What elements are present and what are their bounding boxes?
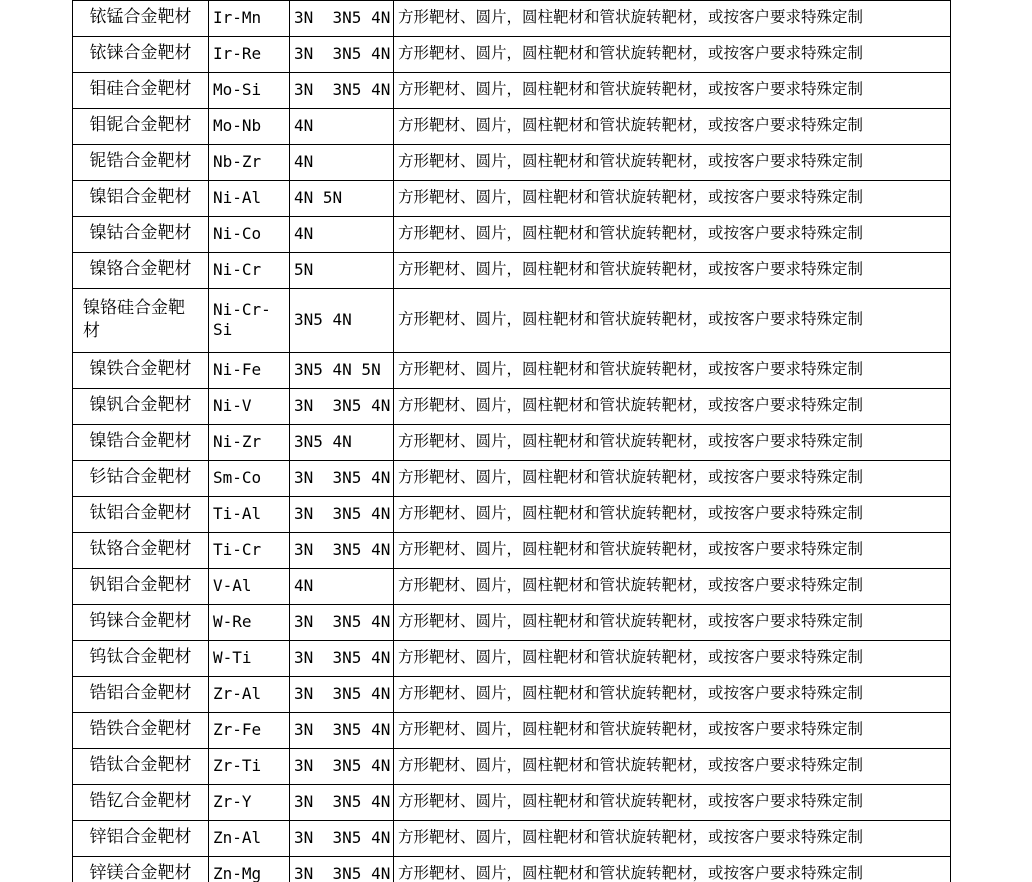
cell-material-name: 锆铝合金靶材 — [73, 677, 209, 713]
table-row — [73, 217, 951, 253]
table-row — [73, 857, 951, 882]
cell-material-name: 铱锰合金靶材 — [73, 1, 209, 37]
table-row — [73, 73, 951, 109]
cell-purity: 4N — [290, 217, 394, 253]
cell-purity: 3N 3N5 4N — [290, 785, 394, 821]
table-row — [73, 641, 951, 677]
table-row — [73, 461, 951, 497]
cell-material-name: 钼铌合金靶材 — [73, 109, 209, 145]
cell-specification: 方形靶材、圆片，圆柱靶材和管状旋转靶材，或按客户要求特殊定制 — [394, 109, 951, 145]
cell-specification: 方形靶材、圆片，圆柱靶材和管状旋转靶材，或按客户要求特殊定制 — [394, 857, 951, 882]
cell-purity: 3N 3N5 4N — [290, 821, 394, 857]
cell-specification: 方形靶材、圆片，圆柱靶材和管状旋转靶材，或按客户要求特殊定制 — [394, 461, 951, 497]
cell-chemical-formula: Zr-Al — [209, 677, 290, 713]
cell-specification: 方形靶材、圆片，圆柱靶材和管状旋转靶材，或按客户要求特殊定制 — [394, 785, 951, 821]
cell-purity: 3N 3N5 4N — [290, 461, 394, 497]
table-row — [73, 605, 951, 641]
cell-specification: 方形靶材、圆片，圆柱靶材和管状旋转靶材，或按客户要求特殊定制 — [394, 821, 951, 857]
table-row — [73, 353, 951, 389]
cell-purity: 4N 5N — [290, 181, 394, 217]
table-row — [73, 785, 951, 821]
table-row — [73, 821, 951, 857]
cell-purity: 4N — [290, 569, 394, 605]
cell-purity: 4N — [290, 109, 394, 145]
cell-specification: 方形靶材、圆片，圆柱靶材和管状旋转靶材，或按客户要求特殊定制 — [394, 1, 951, 37]
cell-specification: 方形靶材、圆片，圆柱靶材和管状旋转靶材，或按客户要求特殊定制 — [394, 253, 951, 289]
cell-material-name: 钛铝合金靶材 — [73, 497, 209, 533]
cell-material-name: 钛铬合金靶材 — [73, 533, 209, 569]
cell-specification: 方形靶材、圆片，圆柱靶材和管状旋转靶材，或按客户要求特殊定制 — [394, 749, 951, 785]
cell-chemical-formula: Ni-Al — [209, 181, 290, 217]
cell-purity: 3N5 4N 5N — [290, 353, 394, 389]
cell-specification: 方形靶材、圆片，圆柱靶材和管状旋转靶材，或按客户要求特殊定制 — [394, 641, 951, 677]
table-row — [73, 1, 951, 37]
cell-material-name: 锆钇合金靶材 — [73, 785, 209, 821]
table-row — [73, 497, 951, 533]
cell-chemical-formula: Ni-Co — [209, 217, 290, 253]
cell-specification: 方形靶材、圆片，圆柱靶材和管状旋转靶材，或按客户要求特殊定制 — [394, 569, 951, 605]
cell-material-name: 锆钛合金靶材 — [73, 749, 209, 785]
table-row — [73, 181, 951, 217]
cell-specification: 方形靶材、圆片，圆柱靶材和管状旋转靶材，或按客户要求特殊定制 — [394, 181, 951, 217]
cell-material-name: 镍钴合金靶材 — [73, 217, 209, 253]
cell-material-name: 镍铬合金靶材 — [73, 253, 209, 289]
cell-purity: 3N5 4N — [290, 289, 394, 353]
cell-purity: 3N 3N5 4N — [290, 37, 394, 73]
table-row — [73, 569, 951, 605]
cell-chemical-formula: Zr-Fe — [209, 713, 290, 749]
cell-purity: 3N 3N5 4N — [290, 497, 394, 533]
cell-material-name: 钨铼合金靶材 — [73, 605, 209, 641]
cell-chemical-formula: Mo-Nb — [209, 109, 290, 145]
cell-purity: 3N 3N5 4N — [290, 713, 394, 749]
cell-material-name: 锌镁合金靶材 — [73, 857, 209, 882]
cell-chemical-formula: V-Al — [209, 569, 290, 605]
cell-chemical-formula: Ni-Cr-Si — [209, 289, 290, 353]
cell-specification: 方形靶材、圆片，圆柱靶材和管状旋转靶材，或按客户要求特殊定制 — [394, 677, 951, 713]
cell-purity: 4N — [290, 145, 394, 181]
cell-chemical-formula: Ni-Fe — [209, 353, 290, 389]
cell-chemical-formula: Nb-Zr — [209, 145, 290, 181]
cell-chemical-formula: Mo-Si — [209, 73, 290, 109]
table-row — [73, 533, 951, 569]
cell-material-name: 钒铝合金靶材 — [73, 569, 209, 605]
cell-specification: 方形靶材、圆片，圆柱靶材和管状旋转靶材，或按客户要求特殊定制 — [394, 425, 951, 461]
cell-purity: 3N 3N5 4N — [290, 641, 394, 677]
cell-purity: 5N — [290, 253, 394, 289]
table-row — [73, 253, 951, 289]
cell-material-name: 铌锆合金靶材 — [73, 145, 209, 181]
cell-purity: 3N5 4N — [290, 425, 394, 461]
cell-specification: 方形靶材、圆片，圆柱靶材和管状旋转靶材，或按客户要求特殊定制 — [394, 713, 951, 749]
cell-material-name: 钐钴合金靶材 — [73, 461, 209, 497]
cell-chemical-formula: W-Ti — [209, 641, 290, 677]
cell-purity: 3N 3N5 4N — [290, 533, 394, 569]
table-row — [73, 749, 951, 785]
table-row — [73, 713, 951, 749]
cell-specification: 方形靶材、圆片，圆柱靶材和管状旋转靶材，或按客户要求特殊定制 — [394, 289, 951, 353]
cell-chemical-formula: Ni-Zr — [209, 425, 290, 461]
cell-material-name: 镍锆合金靶材 — [73, 425, 209, 461]
cell-purity: 3N 3N5 4N — [290, 73, 394, 109]
cell-material-name: 锆铁合金靶材 — [73, 713, 209, 749]
table-row — [73, 289, 951, 353]
cell-specification: 方形靶材、圆片，圆柱靶材和管状旋转靶材，或按客户要求特殊定制 — [394, 145, 951, 181]
cell-material-name: 钨钛合金靶材 — [73, 641, 209, 677]
cell-chemical-formula: Zr-Ti — [209, 749, 290, 785]
cell-purity: 3N 3N5 4N — [290, 677, 394, 713]
cell-purity: 3N 3N5 4N — [290, 749, 394, 785]
cell-specification: 方形靶材、圆片，圆柱靶材和管状旋转靶材，或按客户要求特殊定制 — [394, 389, 951, 425]
cell-chemical-formula: W-Re — [209, 605, 290, 641]
cell-specification: 方形靶材、圆片，圆柱靶材和管状旋转靶材，或按客户要求特殊定制 — [394, 37, 951, 73]
cell-chemical-formula: Ni-V — [209, 389, 290, 425]
cell-material-name: 钼硅合金靶材 — [73, 73, 209, 109]
table-row — [73, 37, 951, 73]
cell-specification: 方形靶材、圆片，圆柱靶材和管状旋转靶材，或按客户要求特殊定制 — [394, 497, 951, 533]
cell-material-name: 镍铝合金靶材 — [73, 181, 209, 217]
cell-chemical-formula: Ir-Mn — [209, 1, 290, 37]
table-row — [73, 389, 951, 425]
cell-material-name: 铱铼合金靶材 — [73, 37, 209, 73]
alloy-target-spec-table — [72, 0, 951, 882]
cell-chemical-formula: Zn-Mg — [209, 857, 290, 882]
cell-specification: 方形靶材、圆片，圆柱靶材和管状旋转靶材，或按客户要求特殊定制 — [394, 533, 951, 569]
cell-chemical-formula: Ti-Cr — [209, 533, 290, 569]
cell-material-name: 镍钒合金靶材 — [73, 389, 209, 425]
cell-specification: 方形靶材、圆片，圆柱靶材和管状旋转靶材，或按客户要求特殊定制 — [394, 605, 951, 641]
cell-material-name: 镍铬硅合金靶材 — [73, 289, 209, 353]
cell-purity: 3N 3N5 4N — [290, 605, 394, 641]
cell-specification: 方形靶材、圆片，圆柱靶材和管状旋转靶材，或按客户要求特殊定制 — [394, 73, 951, 109]
cell-specification: 方形靶材、圆片，圆柱靶材和管状旋转靶材，或按客户要求特殊定制 — [394, 353, 951, 389]
table-row — [73, 677, 951, 713]
cell-chemical-formula: Sm-Co — [209, 461, 290, 497]
cell-chemical-formula: Ti-Al — [209, 497, 290, 533]
table-row — [73, 145, 951, 181]
cell-material-name: 镍铁合金靶材 — [73, 353, 209, 389]
cell-purity: 3N 3N5 4N — [290, 1, 394, 37]
cell-specification: 方形靶材、圆片，圆柱靶材和管状旋转靶材，或按客户要求特殊定制 — [394, 217, 951, 253]
cell-chemical-formula: Zr-Y — [209, 785, 290, 821]
table-row — [73, 425, 951, 461]
cell-chemical-formula: Ni-Cr — [209, 253, 290, 289]
table-row — [73, 109, 951, 145]
table-body — [73, 1, 951, 882]
cell-material-name: 锌铝合金靶材 — [73, 821, 209, 857]
cell-purity: 3N 3N5 4N — [290, 389, 394, 425]
cell-chemical-formula: Ir-Re — [209, 37, 290, 73]
cell-chemical-formula: Zn-Al — [209, 821, 290, 857]
cell-purity: 3N 3N5 4N — [290, 857, 394, 882]
